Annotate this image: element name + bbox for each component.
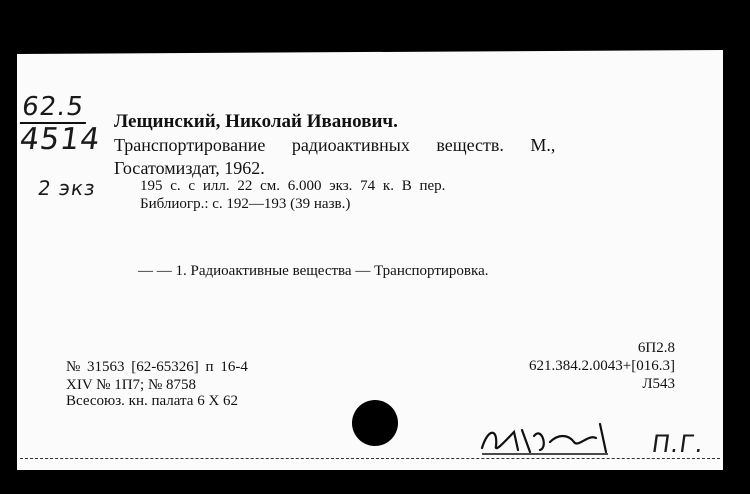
call-number-bottom: 4514 — [17, 122, 103, 157]
subject-heading: — — 1. Радиоактивные вещества — Транспортировка. — [138, 263, 489, 279]
record-number: № 31563 [62-65326] п 16-4 — [66, 359, 248, 375]
title-line-1: Транспортирование радиоактивных веществ. М., — [114, 135, 556, 155]
classification-1: 6П2.8 — [637, 340, 675, 356]
author-heading: Лещинский, Николай Иванович. — [114, 111, 398, 132]
punch-hole — [352, 400, 398, 446]
signature-initials: П.Г. — [650, 430, 706, 458]
record-publisher: Всесоюз. кн. палата 6 X 62 — [66, 393, 239, 409]
call-number-top: 62.5 — [20, 92, 90, 124]
physical-description: 195 с. с илл. 22 см. 6.000 экз. 74 к. В пер. — [140, 178, 446, 194]
classification-3: Л543 — [642, 376, 675, 392]
title-line-2: Госатомиздат, 1962. — [114, 158, 265, 178]
bibliography-note: Библиогр.: с. 192—193 (39 назв.) — [140, 196, 351, 212]
record-index: XIV № 1П7; № 8758 — [66, 377, 197, 393]
signature-scribble — [478, 418, 618, 458]
classification-2: 621.384.2.0043+[016.3] — [529, 358, 675, 374]
bottom-divider — [20, 458, 720, 459]
copies-note: 2 экз — [36, 176, 98, 200]
